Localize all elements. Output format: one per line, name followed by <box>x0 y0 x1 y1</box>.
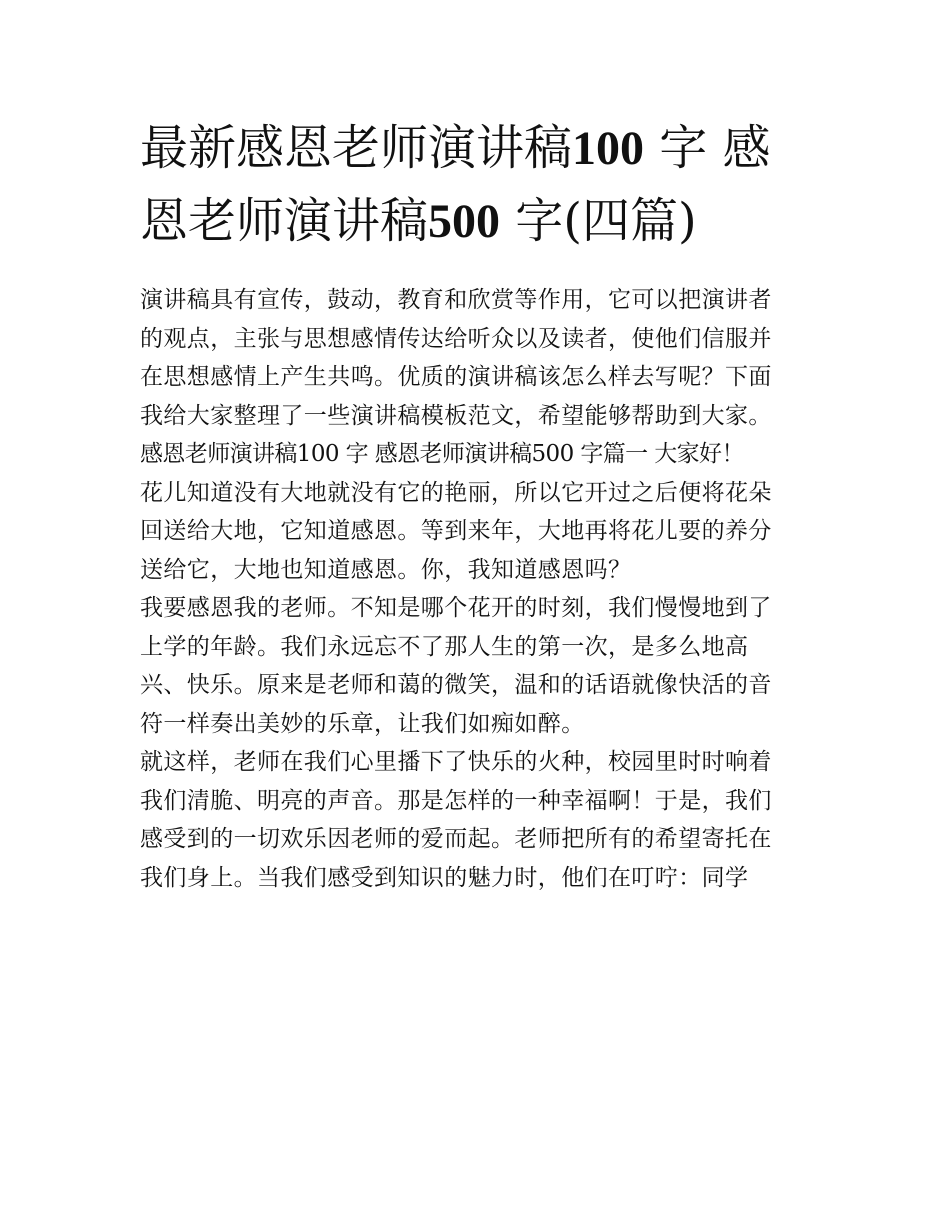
body-line: 演讲稿具有宣传，鼓动，教育和欣赏等作用，它可以把演讲者 <box>140 287 772 313</box>
body-line: 在思想感情上产生共鸣。优质的演讲稿该怎么样去写呢？下面 <box>140 364 772 390</box>
body-line: 我给大家整理了一些演讲稿模板范文，希望能够帮助到大家。 <box>140 402 772 429</box>
body-line: 我们清脆、明亮的声音。那是怎样的一种幸福啊！于是，我们 <box>140 787 772 814</box>
body-line: 花儿知道没有大地就没有它的艳丽，所以它开过之后便将花朵 <box>140 479 772 506</box>
body-line: 送给它，大地也知道感恩。你，我知道感恩吗？ <box>140 556 632 583</box>
title-line-1: 最新感恩老师演讲稿100 字 感 <box>140 120 771 176</box>
body-line: 上学的年龄。我们永远忘不了那人生的第一次，是多么地高 <box>140 633 749 660</box>
body-line: 感恩老师演讲稿100 字 感恩老师演讲稿500 字篇一 大家好！ <box>140 441 744 467</box>
body-line: 我要感恩我的老师。不知是哪个花开的时刻，我们慢慢地到了 <box>140 595 772 621</box>
body-line: 感受到的一切欢乐因老师的爱而起。老师把所有的希望寄托在 <box>140 826 772 852</box>
document-body <box>140 281 820 897</box>
body-line: 符一样奏出美妙的乐章，让我们如痴如醉。 <box>140 710 585 737</box>
document-title <box>140 112 820 258</box>
body-line: 兴、快乐。原来是老师和蔼的微笑，温和的话语就像快活的音 <box>140 672 772 698</box>
title-line-2: 恩老师演讲稿500 字(四篇) <box>140 193 697 249</box>
body-line: 的观点，主张与思想感情传达给听众以及读者，使他们信服并 <box>140 325 772 352</box>
body-line: 我们身上。当我们感受到知识的魅力时，他们在叮咛：同学 <box>140 864 749 891</box>
body-line: 回送给大地，它知道感恩。等到来年，大地再将花儿要的养分 <box>140 518 772 544</box>
body-line: 就这样，老师在我们心里播下了快乐的火种，校园里时时响着 <box>140 749 772 775</box>
